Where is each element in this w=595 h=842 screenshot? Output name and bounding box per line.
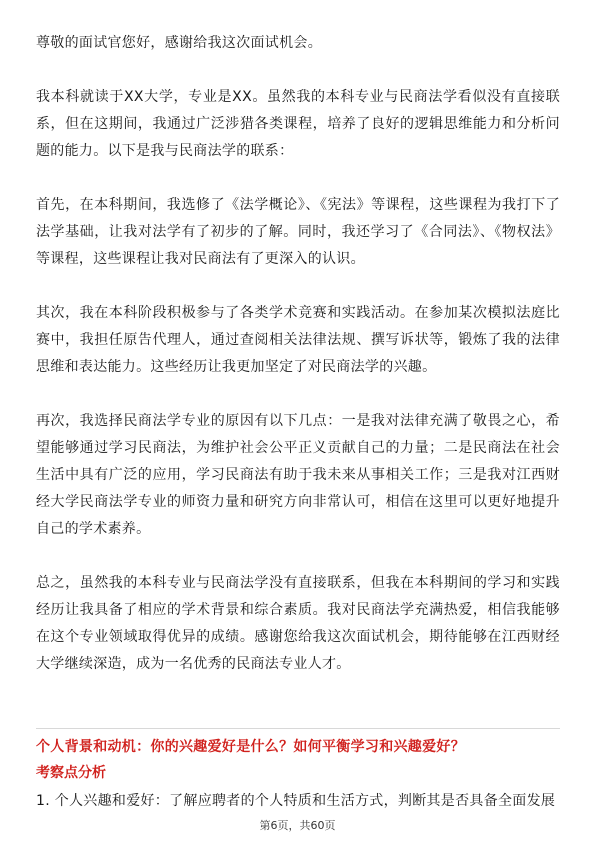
answer-body — [36, 30, 560, 678]
analysis-point-1: 1. 个人兴趣和爱好：了解应聘者的个人特质和生活方式，判断其是否具备全面发展 — [36, 793, 556, 809]
page-footer: 第6页，共60页 — [259, 819, 336, 832]
third-reason-paragraph: 再次，我选择民商法学专业的原因有以下几点：一是我对法律充满了敬畏之心，希望能够通过学习民商法，为维护社会公平正义贡献自己的力量；二是民商法在社会生活中具有广泛的应用，学习民商法有助于我未来从事相关工作；三是我对江西财经大学民商法学专业的师资力量和研究方向非常认可，相信在这里可以更好地提升自己的学术素养。 — [36, 413, 560, 537]
second-reason-paragraph: 其次，我在本科阶段积极参与了各类学术竞赛和实践活动。在参加某次模拟法庭比赛中，我担任原告代理人，通过查阅相关法律法规、撰写诉状等，锻炼了我的法律思维和表达能力。这些经历让我更加坚定了对民商法学的兴趣。 — [36, 305, 560, 375]
conclusion-paragraph: 总之，虽然我的本科专业与民商法学没有直接联系，但我在本科期间的学习和实践经历让我具备了相应的学术背景和综合素质。我对民商法学充满热爱，相信我能够在这个专业领域取得优异的成绩。感谢您给我这次面试机会，期待能够在江西财经大学继续深造，成为一名优秀的民商法专业人才。 — [36, 575, 560, 672]
analysis-heading: 考察点分析 — [36, 765, 106, 781]
section-divider — [36, 728, 560, 729]
background-paragraph: 我本科就读于XX大学，专业是XX。虽然我的本科专业与民商法学看似没有直接联系，但在这期间，我通过广泛涉猎各类课程，培养了良好的逻辑思维能力和分析问题的能力。以下是我与民商法学的联系： — [36, 89, 560, 159]
greeting-paragraph: 尊敬的面试官您好，感谢给我这次面试机会。 — [36, 35, 322, 51]
first-reason-paragraph: 首先，在本科期间，我选修了《法学概论》、《宪法》等课程，这些课程为我打下了法学基础，让我对法学有了初步的了解。同时，我还学习了《合同法》、《物权法》等课程，这些课程让我对民商法有了更深入的认识。 — [36, 197, 560, 267]
question-heading: 个人背景和动机：你的兴趣爱好是什么？如何平衡学习和兴趣爱好？ — [36, 739, 465, 755]
